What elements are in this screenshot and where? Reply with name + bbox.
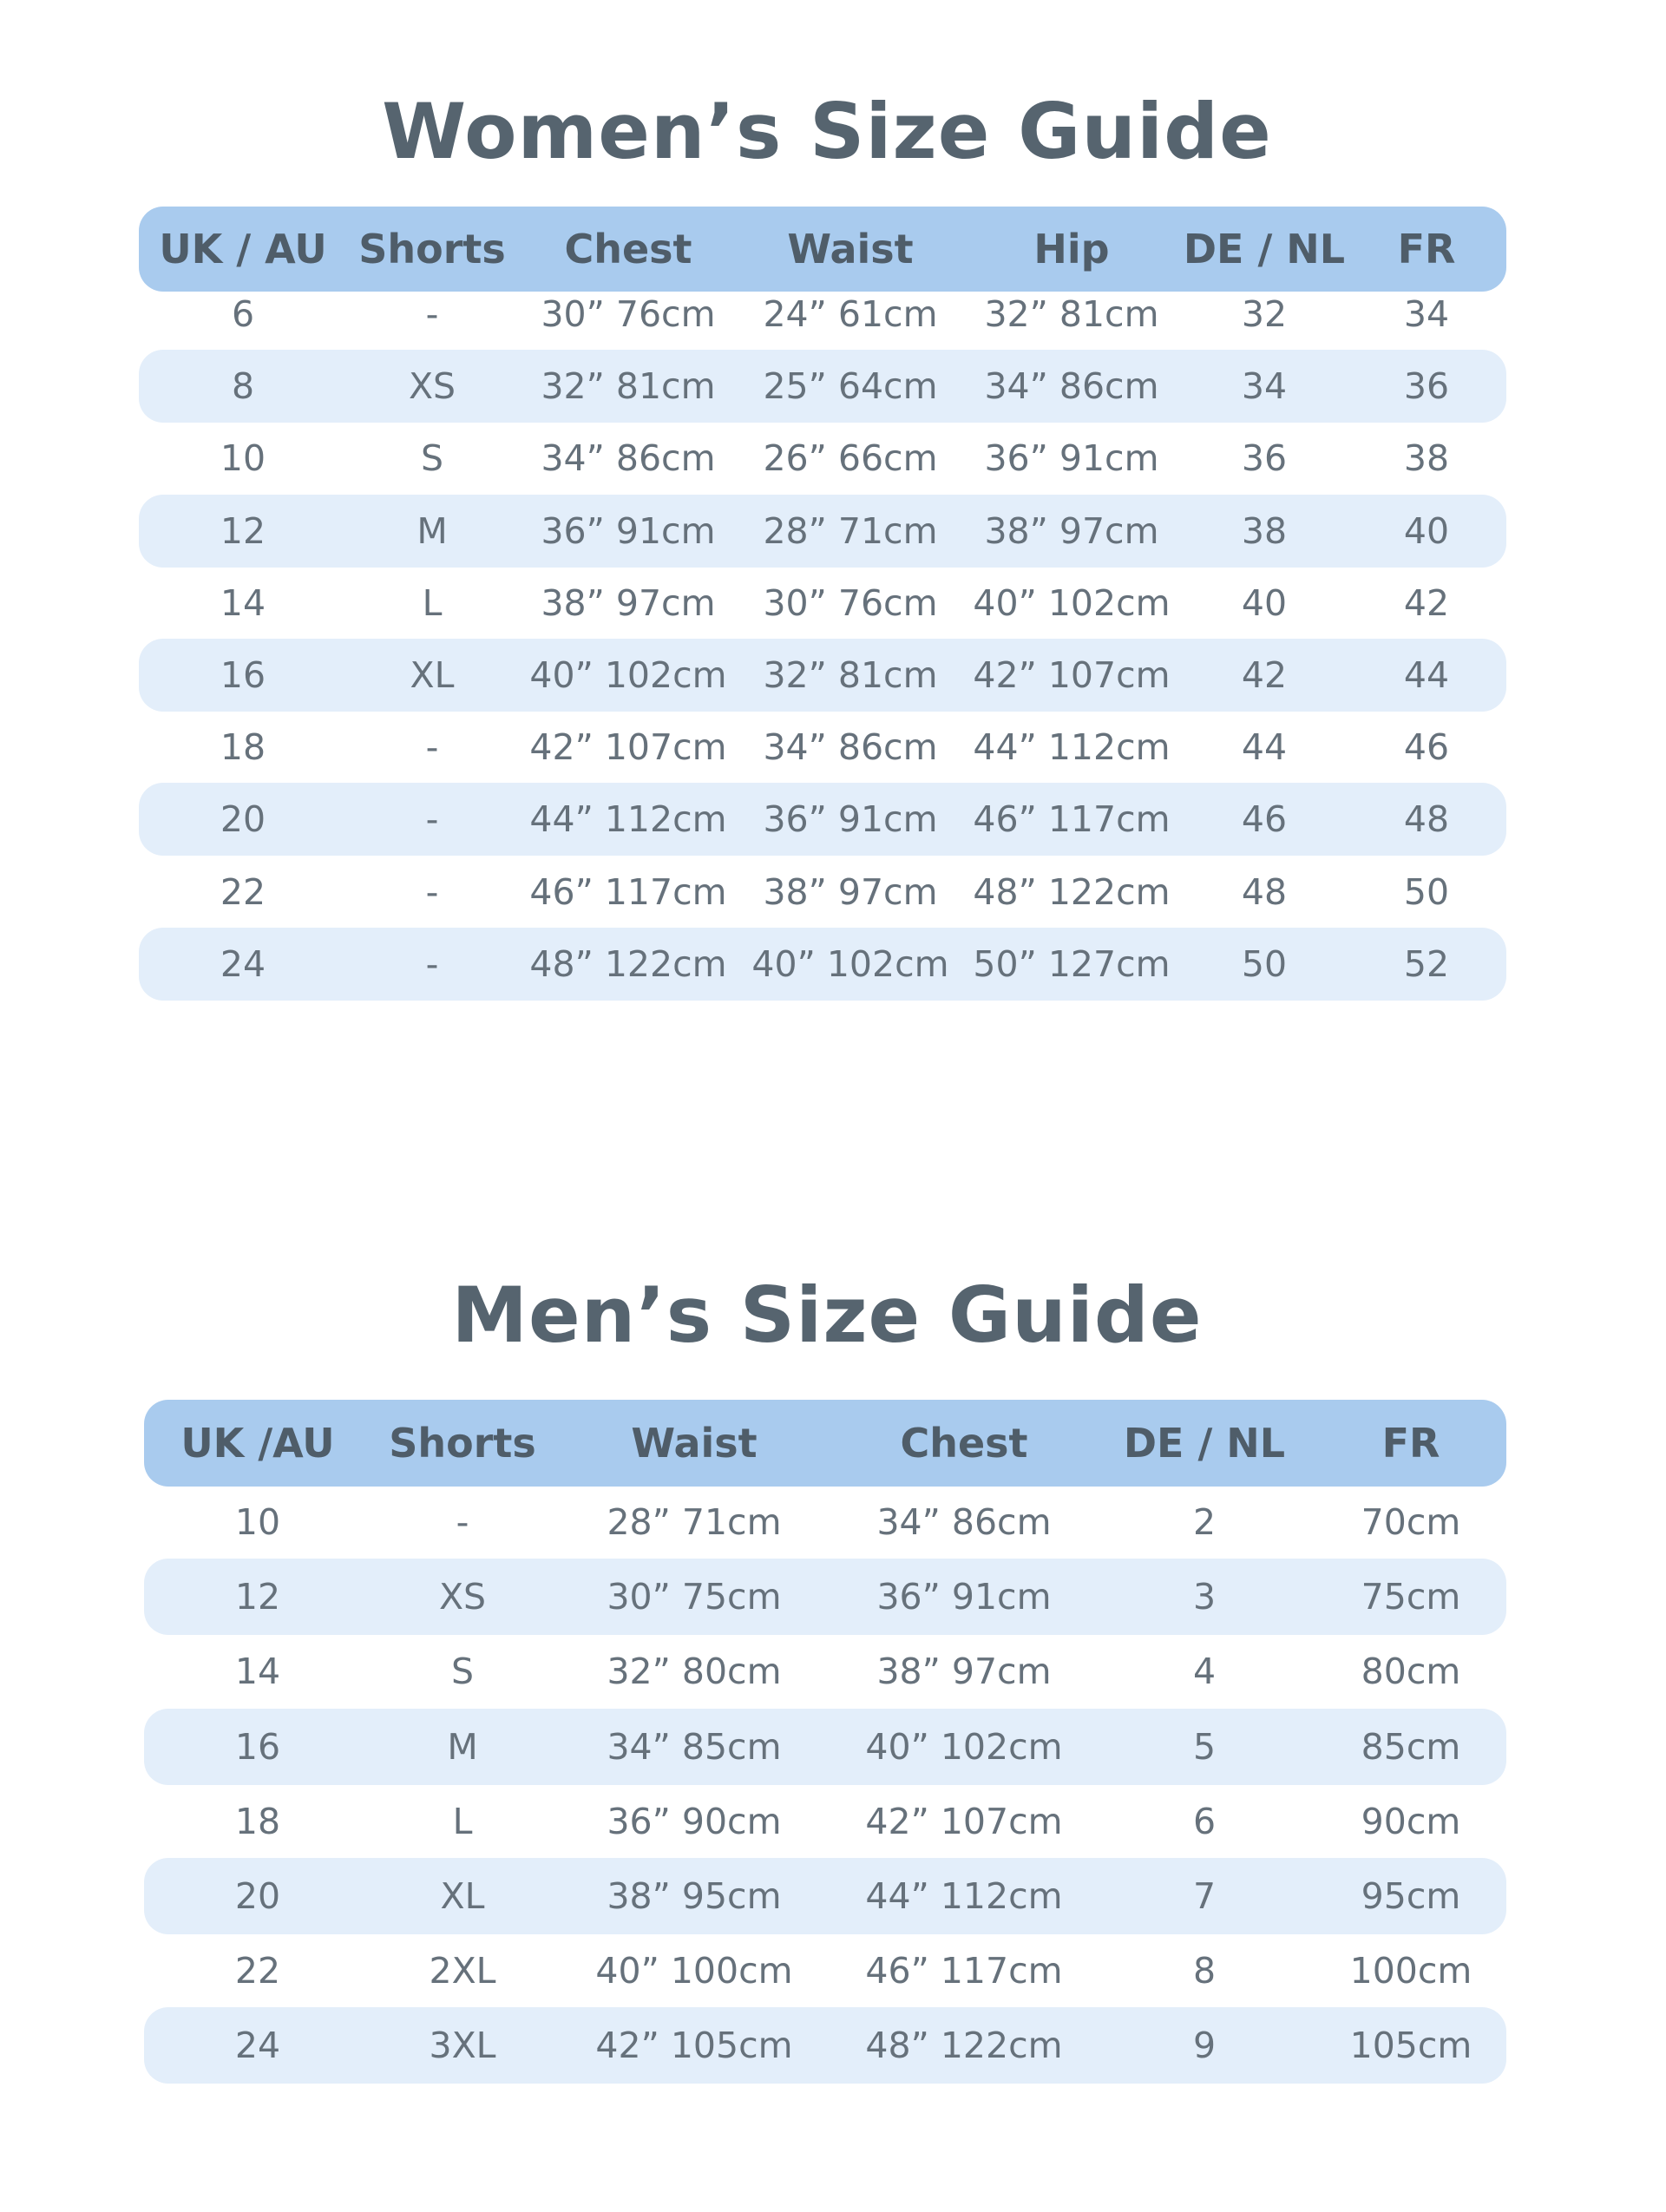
table-cell: 42” 105cm [595, 2025, 793, 2067]
column-header: UK / AU [159, 226, 327, 272]
table-cell: 50 [1403, 870, 1450, 913]
table-cell: 44” 112cm [529, 798, 727, 841]
table-cell: 9 [1192, 2025, 1217, 2067]
column-header: DE / NL [1123, 1420, 1286, 1467]
mens-size-table [144, 1400, 1506, 2085]
table-cell: 34” 86cm [984, 365, 1159, 408]
table-cell: 10 [220, 437, 266, 480]
table-cell: 28” 71cm [607, 1501, 782, 1543]
table-cell: 36” 90cm [607, 1800, 782, 1842]
table-cell: 22 [220, 870, 266, 913]
table-cell: XS [408, 365, 456, 408]
table-cell: 25” 64cm [763, 365, 938, 408]
table-cell: 36” 91cm [763, 798, 938, 841]
table-cell: 40” 102cm [865, 1725, 1063, 1768]
table-row [144, 1484, 1506, 1560]
table-cell: - [425, 870, 439, 913]
table-cell: 34” 86cm [876, 1501, 1052, 1543]
table-row [144, 1709, 1506, 1785]
table-cell: 46” 117cm [529, 870, 727, 913]
table-cell: 52 [1403, 942, 1450, 985]
table-cell: 50 [1241, 942, 1288, 985]
table-cell: 48” 122cm [529, 942, 727, 985]
table-cell: 38” 97cm [876, 1651, 1052, 1693]
table-cell: 38” 97cm [763, 870, 938, 913]
table-cell: 38” 97cm [541, 581, 716, 624]
table-cell: XL [440, 1875, 485, 1917]
table-cell: 14 [234, 1651, 281, 1693]
table-cell: 38 [1241, 509, 1288, 552]
table-cell: 2 [1192, 1501, 1217, 1543]
table-row [144, 1559, 1506, 1635]
table-cell: 90cm [1361, 1800, 1461, 1842]
table-cell: 8 [1192, 1950, 1217, 1992]
table-cell: XS [438, 1576, 487, 1618]
table-cell: 32” 81cm [984, 293, 1159, 335]
table-cell: 32” 81cm [763, 654, 938, 696]
table-cell: 40 [1403, 509, 1450, 552]
table-cell: 18 [234, 1800, 281, 1842]
column-header: Shorts [389, 1420, 536, 1467]
table-cell: 26” 66cm [763, 437, 938, 480]
column-header: Shorts [358, 226, 506, 272]
column-header: FR [1397, 226, 1456, 272]
table-cell: 46 [1241, 798, 1288, 841]
table-row [139, 567, 1506, 640]
table-cell: 48 [1403, 798, 1450, 841]
table-cell: 38” 97cm [984, 509, 1159, 552]
table-cell: 38” 95cm [607, 1875, 782, 1917]
table-cell: 44 [1403, 654, 1450, 696]
table-row [139, 495, 1506, 568]
table-cell: 18 [220, 726, 266, 769]
table-cell: 4 [1192, 1651, 1217, 1693]
table-cell: M [447, 1725, 478, 1768]
table-cell: 50” 127cm [973, 942, 1171, 985]
table-cell: M [416, 509, 448, 552]
table-row [139, 711, 1506, 784]
table-cell: 22 [234, 1950, 281, 1992]
table-cell: 36” 91cm [541, 509, 716, 552]
table-cell: 16 [220, 654, 266, 696]
column-header: UK /AU [180, 1420, 335, 1467]
table-cell: 32” 81cm [541, 365, 716, 408]
table-cell: 36” 91cm [876, 1576, 1052, 1618]
table-cell: 48 [1241, 870, 1288, 913]
table-row [139, 278, 1506, 351]
table-header-row [144, 1400, 1506, 1487]
table-cell: 32” 80cm [607, 1651, 782, 1693]
table-cell: 80cm [1361, 1651, 1461, 1693]
column-header: FR [1381, 1420, 1440, 1467]
table-cell: 42” 107cm [973, 654, 1171, 696]
table-row [144, 1933, 1506, 2009]
table-cell: 42 [1241, 654, 1288, 696]
table-cell: 48” 122cm [973, 870, 1171, 913]
table-cell: 34 [1241, 365, 1288, 408]
table-cell: 44 [1241, 726, 1288, 769]
table-cell: 48” 122cm [865, 2025, 1063, 2067]
table-cell: 2XL [429, 1950, 496, 1992]
table-cell: 36” 91cm [984, 437, 1159, 480]
column-header: DE / NL [1183, 226, 1346, 272]
table-cell: 46” 117cm [973, 798, 1171, 841]
table-row [144, 1633, 1506, 1710]
table-cell: 44” 112cm [973, 726, 1171, 769]
table-cell: 34 [1403, 293, 1450, 335]
table-cell: 12 [220, 509, 266, 552]
table-cell: 85cm [1361, 1725, 1461, 1768]
table-cell: 42” 107cm [865, 1800, 1063, 1842]
table-cell: 42 [1403, 581, 1450, 624]
table-cell: 95cm [1361, 1875, 1461, 1917]
table-cell: 3XL [429, 2025, 496, 2067]
table-cell: 40” 102cm [529, 654, 727, 696]
table-cell: 46 [1403, 726, 1450, 769]
table-cell: 24 [220, 942, 266, 985]
table-cell: 40 [1241, 581, 1288, 624]
column-header: Waist [631, 1420, 758, 1467]
table-cell: 100cm [1349, 1950, 1473, 1992]
table-cell: 12 [234, 1576, 281, 1618]
table-row [139, 350, 1506, 423]
table-cell: L [452, 1800, 473, 1842]
table-cell: 6 [231, 293, 255, 335]
table-cell: 20 [234, 1875, 281, 1917]
table-cell: 6 [1192, 1800, 1217, 1842]
table-cell: 7 [1192, 1875, 1217, 1917]
table-cell: 3 [1192, 1576, 1217, 1618]
table-cell: - [425, 942, 439, 985]
table-cell: 42” 107cm [529, 726, 727, 769]
column-header: Chest [900, 1420, 1028, 1467]
table-cell: 28” 71cm [763, 509, 938, 552]
table-cell: 8 [231, 365, 255, 408]
table-cell: 34” 86cm [763, 726, 938, 769]
table-cell: 36 [1241, 437, 1288, 480]
table-row [139, 783, 1506, 856]
table-cell: 24 [234, 2025, 281, 2067]
table-cell: 38 [1403, 437, 1450, 480]
womens-size-table [139, 207, 1506, 1014]
table-cell: 30” 76cm [541, 293, 716, 335]
table-cell: 34” 85cm [607, 1725, 782, 1768]
table-cell: 30” 75cm [607, 1576, 782, 1618]
column-header: Hip [1033, 226, 1110, 272]
table-row [144, 1858, 1506, 1934]
table-cell: 36 [1403, 365, 1450, 408]
table-cell: 10 [234, 1501, 281, 1543]
table-cell: 105cm [1349, 2025, 1473, 2067]
column-header: Chest [564, 226, 692, 272]
table-cell: 44” 112cm [865, 1875, 1063, 1917]
table-row [139, 856, 1506, 929]
table-cell: - [425, 726, 439, 769]
table-cell: 24” 61cm [763, 293, 938, 335]
table-cell: 30” 76cm [763, 581, 938, 624]
table-cell: 34” 86cm [541, 437, 716, 480]
table-cell: 40” 100cm [595, 1950, 793, 1992]
table-cell: - [456, 1501, 469, 1543]
table-cell: 75cm [1361, 1576, 1461, 1618]
table-cell: 40” 102cm [973, 581, 1171, 624]
column-header: Waist [787, 226, 914, 272]
womens-size-guide-title: Women’s Size Guide [382, 87, 1272, 176]
table-cell: 40” 102cm [751, 942, 949, 985]
table-row [144, 1783, 1506, 1860]
table-cell: S [450, 1651, 475, 1693]
table-cell: 32 [1241, 293, 1288, 335]
table-cell: - [425, 293, 439, 335]
table-cell: 5 [1192, 1725, 1217, 1768]
table-cell: - [425, 798, 439, 841]
table-cell: 14 [220, 581, 266, 624]
table-row [144, 2007, 1506, 2084]
table-cell: S [420, 437, 444, 480]
table-row [139, 928, 1506, 1001]
table-cell: 16 [234, 1725, 281, 1768]
table-cell: 46” 117cm [865, 1950, 1063, 1992]
mens-size-guide-title: Men’s Size Guide [451, 1270, 1203, 1360]
table-row [139, 422, 1506, 495]
table-cell: 70cm [1361, 1501, 1461, 1543]
table-cell: L [422, 581, 443, 624]
table-cell: XL [410, 654, 455, 696]
table-row [139, 639, 1506, 712]
table-cell: 20 [220, 798, 266, 841]
